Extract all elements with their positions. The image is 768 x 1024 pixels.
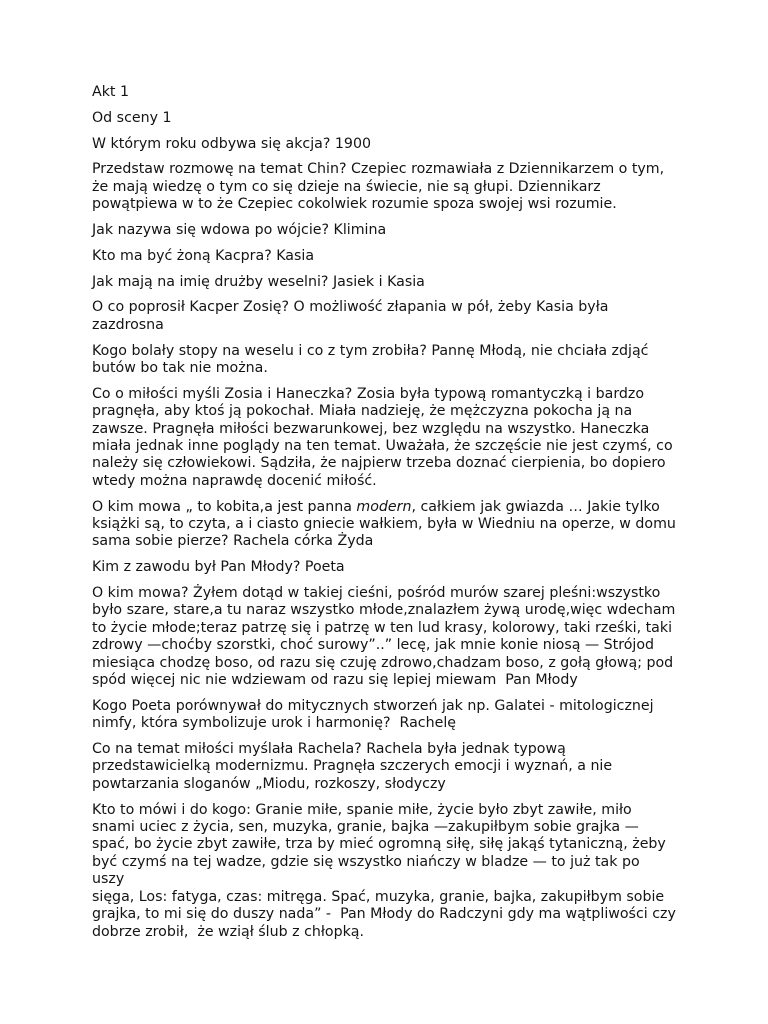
rachela-text-before: O kim mowa „ to kobita,a jest panna [92,498,357,515]
rachela-text-italic: modern [356,498,412,515]
question-who-speaks: Kto to mówi i do kogo: Granie miłe, spanie miłe, życie było zbyt zawiłe, miło snami uciec z życia, sen, muzyka, granie, bajka —zakupiłbym sobie grajka — spać, bo życie zbyt zawiłe, trza by mieć ogromną siłę, siłę jakąś tytaniczną, żeby być czymś na tej wadze, gdzie się wszystko niańczy w bladze — to już tak po uszy sięga, Los: fatyga, czas: mitręga. Spać, muzyka, granie, bajka, zakupiłbym sobie grajka, to mi się do duszy nada” - Pan Młody do Radczyni gdy ma wątpliwości czy dobrze zrobił, że wziął ślub z chłopką. [92,801,676,940]
question-rachela-love: Co na temat miłości myślała Rachela? Rachela była jednak typową przedstawicielką modernizmu. Pragnęła szczerych emocji i wyznań, a nie powtarzania sloganów „Miodu, rozkoszy, słodyczy [92,741,613,792]
question-kacper: O co poprosił Kacper Zosię? O możliwość złapania w pół, żeby Kasia była zazdrosna [92,299,609,333]
question-rachela [92,499,676,551]
question-feet: Kogo bolały stopy na weselu i co z tym zrobiła? Pannę Młodą, nie chciała zdjąć butów bo tak nie można. [92,342,649,376]
question-love: Co o miłości myśli Zosia i Haneczka? Zosia była typową romantyczką i bardzo pragnęła, aby ktoś ją pokochał. Miała nadzieję, że mężczyzna pokocha ją na zawsze. Pragnęła miłości bezwarunkowej, bez względu na wszystko. Haneczka miała jednak inne poglądy na ten temat. Uważała, że szczęście nie jest czymś, co należy się człowiekowi. Sądziła, że najpierw trzeba doznać cierpienia, bo dopiero wtedy można naprawdę docenić miłość. [92,385,673,489]
question-galatea: Kogo Poeta porównywał do mitycznych stworzeń jak np. Galatei - mitologicznej nimfy, która symbolizuje urok i harmonię? Rachelę [92,697,654,732]
question-groom-job: Kim z zawodu był Pan Młody? Poeta [92,559,345,576]
scene-heading: Od sceny 1 [92,109,172,126]
question-groom-speech: O kim mowa? Żyłem dotąd w takiej cieśni, pośród murów szarej pleśni:wszystko było szare, stare,a tu naraz wszystko młode,znalazłem żywą urodę,więc wdecham to życie młode;teraz patrzę się i patrzę w ten lud krasy, kolorowy, taki rześki, taki zdrowy —choćby szorstki, choć surowy”..” lecę, jak mnie konie niosą — Strójod miesiąca chodzę boso, od razu się czuję zdrowo,chadzam boso, z gołą głową; pod spód więcej nic nie wdziewam od razu się lepiej miewam Pan Młody [92,585,676,689]
act-heading: Akt 1 [92,84,130,100]
rachela-text-after: , całkiem jak gwiazda … Jakie tylko książki są, to czyta, a i ciasto gniecie wałkiem, była w Wiedniu na operze, w domu sama sobie pierze? Rachela córka Żyda [92,498,676,550]
question-groomsmen: Jak mają na imię drużby weselni? Jasiek i Kasia [92,273,425,290]
question-widow: Jak nazywa się wdowa po wójcie? Klimina [92,222,387,238]
question-year: W którym roku odbywa się akcja? 1900 [92,135,371,152]
question-china: Przedstaw rozmowę na temat Chin? Czepiec rozmawiała z Dziennikarzem o tym, że mają wiedzę o tym co się dzieje na świecie, nie są głupi. Dziennikarz powątpiewa w to że Czepiec cokolwiek rozumie spoza swojej wsi rozumie. [92,161,665,213]
question-wife: Kto ma być żoną Kacpra? Kasia [92,247,315,264]
